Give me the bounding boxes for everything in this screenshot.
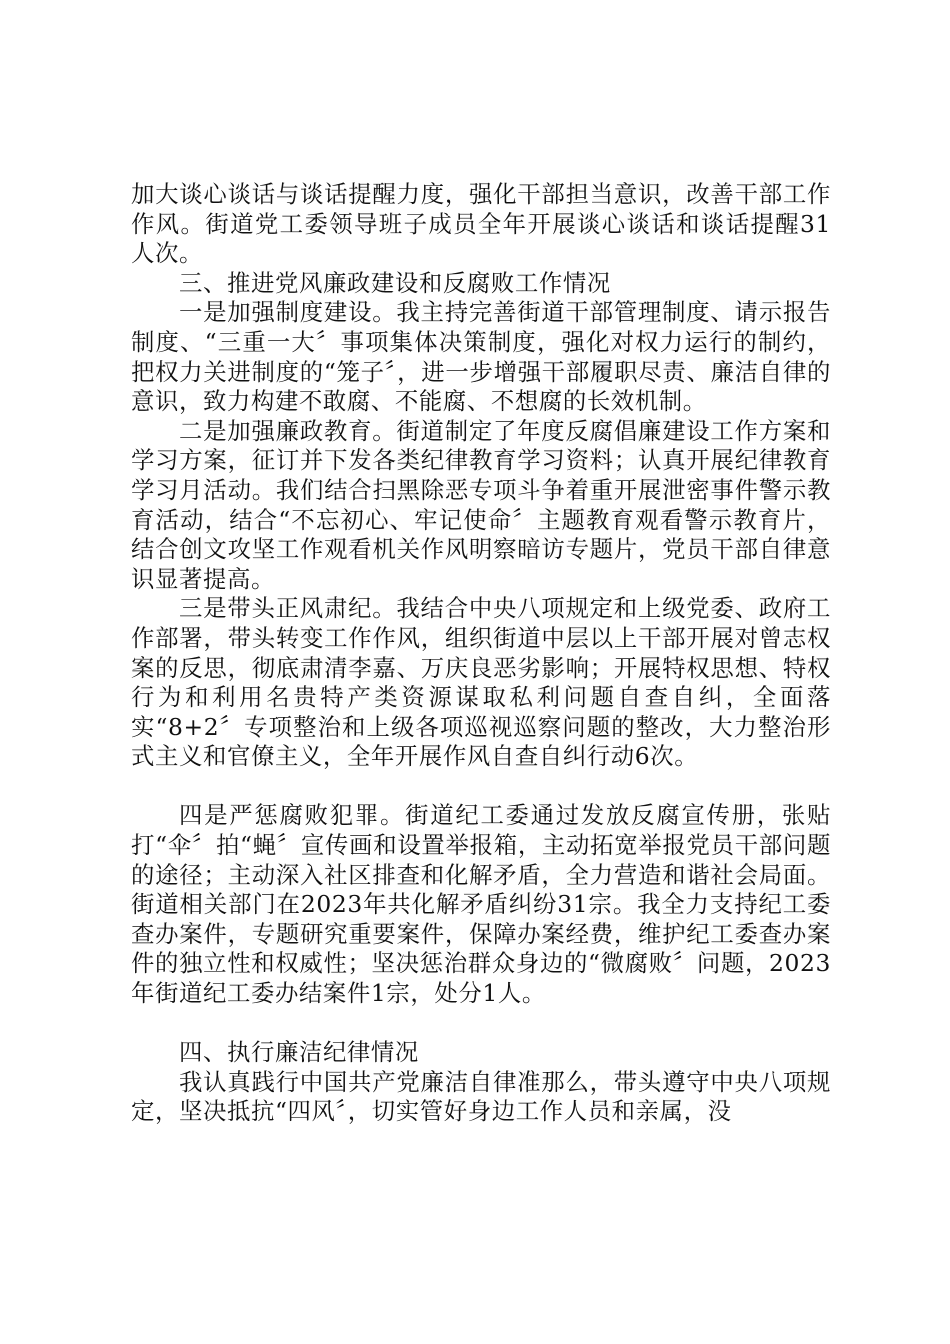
paragraph-discipline-rectification: 三是带头正风肃纪。我结合中央八项规定和上级党委、政府工作部署，带头转变工作作风，组织街道中层以上干部开展对曾志权案的反思，彻底肃清李嘉、万庆良恶劣影响；开展特权思想、特权行为和利用名贵特产类资源谋取私利问题自查自纠，全面落实“8+2〞专项整治和上级各项巡视巡察问题的整改，大力整治形式主义和官僚主义，全年开展作风自查自纠行动6次。 xyxy=(131,594,831,771)
section-heading-3: 三、推进党风廉政建设和反腐败工作情况 xyxy=(179,268,611,297)
document-body xyxy=(131,180,831,1127)
paragraph-system-building: 一是加强制度建设。我主持完善街道干部管理制度、请示报告制度、“三重一大〞事项集体决策制度，强化对权力运行的制约，把权力关进制度的“笼子〞，进一步增强干部履职尽责、廉洁自律的意识，致力构建不敢腐、不能腐、不想腐的长效机制。 xyxy=(131,298,831,416)
section-heading-4: 四、执行廉洁纪律情况 xyxy=(179,1038,419,1067)
paragraph-integrity-education: 二是加强廉政教育。街道制定了年度反腐倡廉建设工作方案和学习方案，征订并下发各类纪律教育学习资料；认真开展纪律教育学习月活动。我们结合扫黑除恶专项斗争着重开展泄密事件警示教育活动，结合“不忘初心、牢记使命〞主题教育观看警示教育片，结合创文攻坚工作观看机关作风明察暗访专题片，党员干部自律意识显著提高。 xyxy=(131,416,831,593)
paragraph-continuation: 加大谈心谈话与谈话提醒力度，强化干部担当意识，改善干部工作作风。街道党工委领导班子成员全年开展谈心谈话和谈话提醒31人次。 xyxy=(131,180,831,268)
paragraph-integrity-discipline: 我认真践行中国共产党廉洁自律准那么，带头遵守中央八项规定，坚决抵抗“四风〞，切实管好身边工作人员和亲属，没 xyxy=(131,1067,831,1126)
paragraph-anti-corruption: 四是严惩腐败犯罪。街道纪工委通过发放反腐宣传册，张贴打“伞〞拍“蝇〞宣传画和设置举报箱，主动拓宽举报党员干部问题的途径；主动深入社区排查和化解矛盾，全力营造和谐社会局面。街道相关部门在2023年共化解矛盾纠纷31宗。我全力支持纪工委查办案件，专题研究重要案件，保障办案经费，维护纪工委查办案件的独立性和权威性；坚决惩治群众身边的“微腐败〞问题，2023年街道纪工委办结案件1宗，处分1人。 xyxy=(131,801,831,1008)
